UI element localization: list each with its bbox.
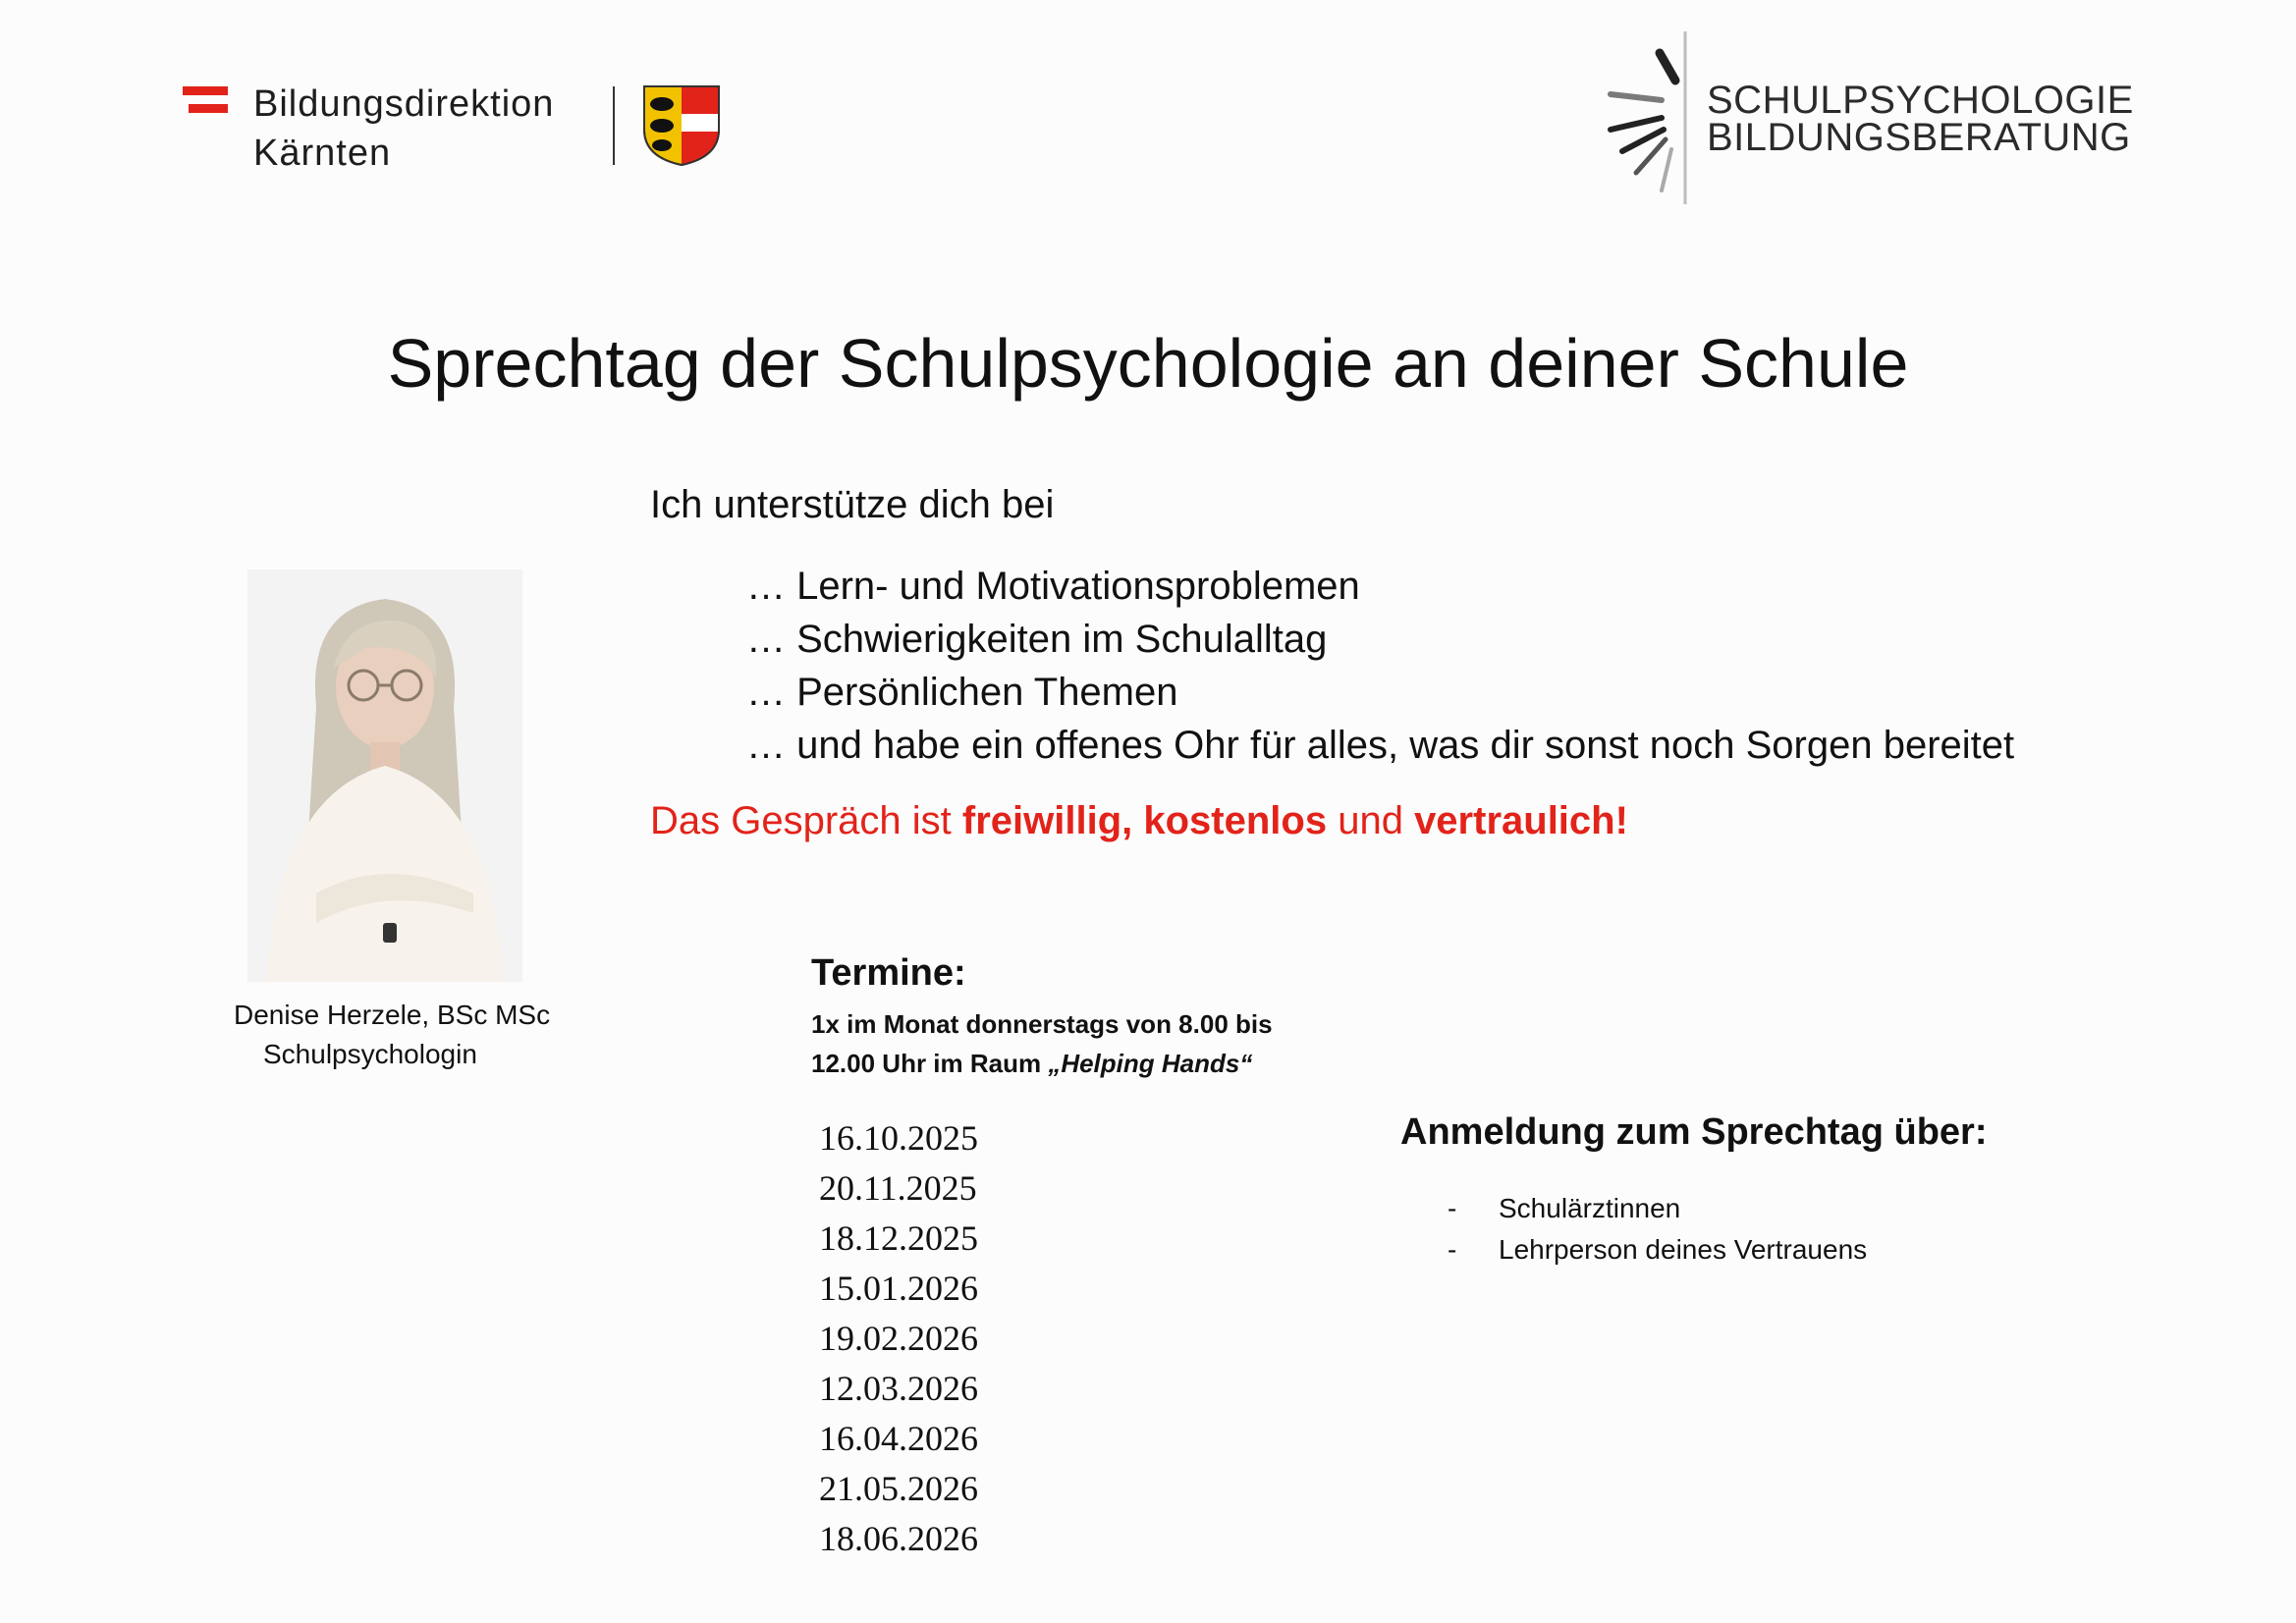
anmeldung-item xyxy=(1448,1188,1867,1229)
person-role: Schulpsychologin xyxy=(263,1039,477,1069)
topic-item: … Schwierigkeiten im Schulalltag xyxy=(746,618,1328,661)
date-item: 21.05.2026 xyxy=(819,1469,978,1508)
notice-sep: , xyxy=(1121,799,1144,842)
intro-text: Ich unterstütze dich bei xyxy=(650,483,1055,526)
portrait-photo xyxy=(247,569,522,982)
date-item: 18.06.2026 xyxy=(819,1519,978,1558)
confidentiality-notice xyxy=(650,799,1628,843)
topics-list xyxy=(746,560,2014,772)
anmeldung-item-label: Lehrperson deines Vertrauens xyxy=(1499,1234,1868,1265)
carinthia-coat-of-arms-icon xyxy=(642,84,721,167)
austria-flag-stripe-bottom xyxy=(189,104,228,113)
logo-divider xyxy=(613,86,615,165)
termine-room: „Helping Hands“ xyxy=(1048,1049,1253,1078)
dates-list xyxy=(819,1113,978,1564)
date-item: 16.10.2025 xyxy=(819,1118,978,1158)
anmeldung-item xyxy=(1448,1229,1867,1271)
schulpsychologie-logo xyxy=(1601,27,2134,209)
logo-line-2: BILDUNGSBERATUNG xyxy=(1707,116,2131,159)
person-name: Denise Herzele, BSc MSc xyxy=(234,1000,551,1030)
logo-name: Bildungsdirektion xyxy=(253,83,555,125)
date-item: 20.11.2025 xyxy=(819,1168,977,1208)
bullet-dash: - xyxy=(1448,1234,1457,1265)
logo-line-1: SCHULPSYCHOLOGIE xyxy=(1707,79,2134,122)
notice-sep: und xyxy=(1327,799,1415,842)
austria-flag-stripe-top xyxy=(183,86,228,95)
topic-item: … Persönlichen Themen xyxy=(746,671,1178,714)
anmeldung-heading: Anmeldung zum Sprechtag über: xyxy=(1400,1111,1988,1153)
topic-item: … Lern- und Motivationsproblemen xyxy=(746,565,1360,608)
bullet-dash: - xyxy=(1448,1193,1457,1223)
sunburst-icon xyxy=(1601,27,1699,209)
topic-item: … und habe ein offenes Ohr für alles, was dir sonst noch Sorgen bereitet xyxy=(746,724,2015,767)
page-title: Sprechtag der Schulpsychologie an deiner Schule xyxy=(387,325,1909,402)
date-item: 18.12.2025 xyxy=(819,1218,978,1258)
notice-vertraulich: vertraulich! xyxy=(1414,799,1628,842)
date-item: 12.03.2026 xyxy=(819,1369,978,1408)
anmeldung-item-label: Schulärztinnen xyxy=(1499,1193,1681,1223)
anmeldung-list xyxy=(1448,1188,1867,1271)
termine-line-2-prefix: 12.00 Uhr im Raum xyxy=(811,1049,1049,1078)
notice-kostenlos: kostenlos xyxy=(1143,799,1328,842)
termine-heading: Termine: xyxy=(811,952,966,994)
date-item: 19.02.2026 xyxy=(819,1319,978,1358)
date-item: 15.01.2026 xyxy=(819,1269,978,1308)
logo-sub: Kärnten xyxy=(253,133,392,174)
notice-freiwillig: freiwillig xyxy=(961,799,1122,842)
notice-prefix: Das Gespräch ist xyxy=(650,799,962,842)
termine-line-2 xyxy=(811,1049,1252,1079)
date-item: 16.04.2026 xyxy=(819,1419,978,1458)
termine-line-1: 1x im Monat donnerstags von 8.00 bis xyxy=(811,1009,1273,1039)
bildungsdirektion-logo xyxy=(183,81,733,179)
